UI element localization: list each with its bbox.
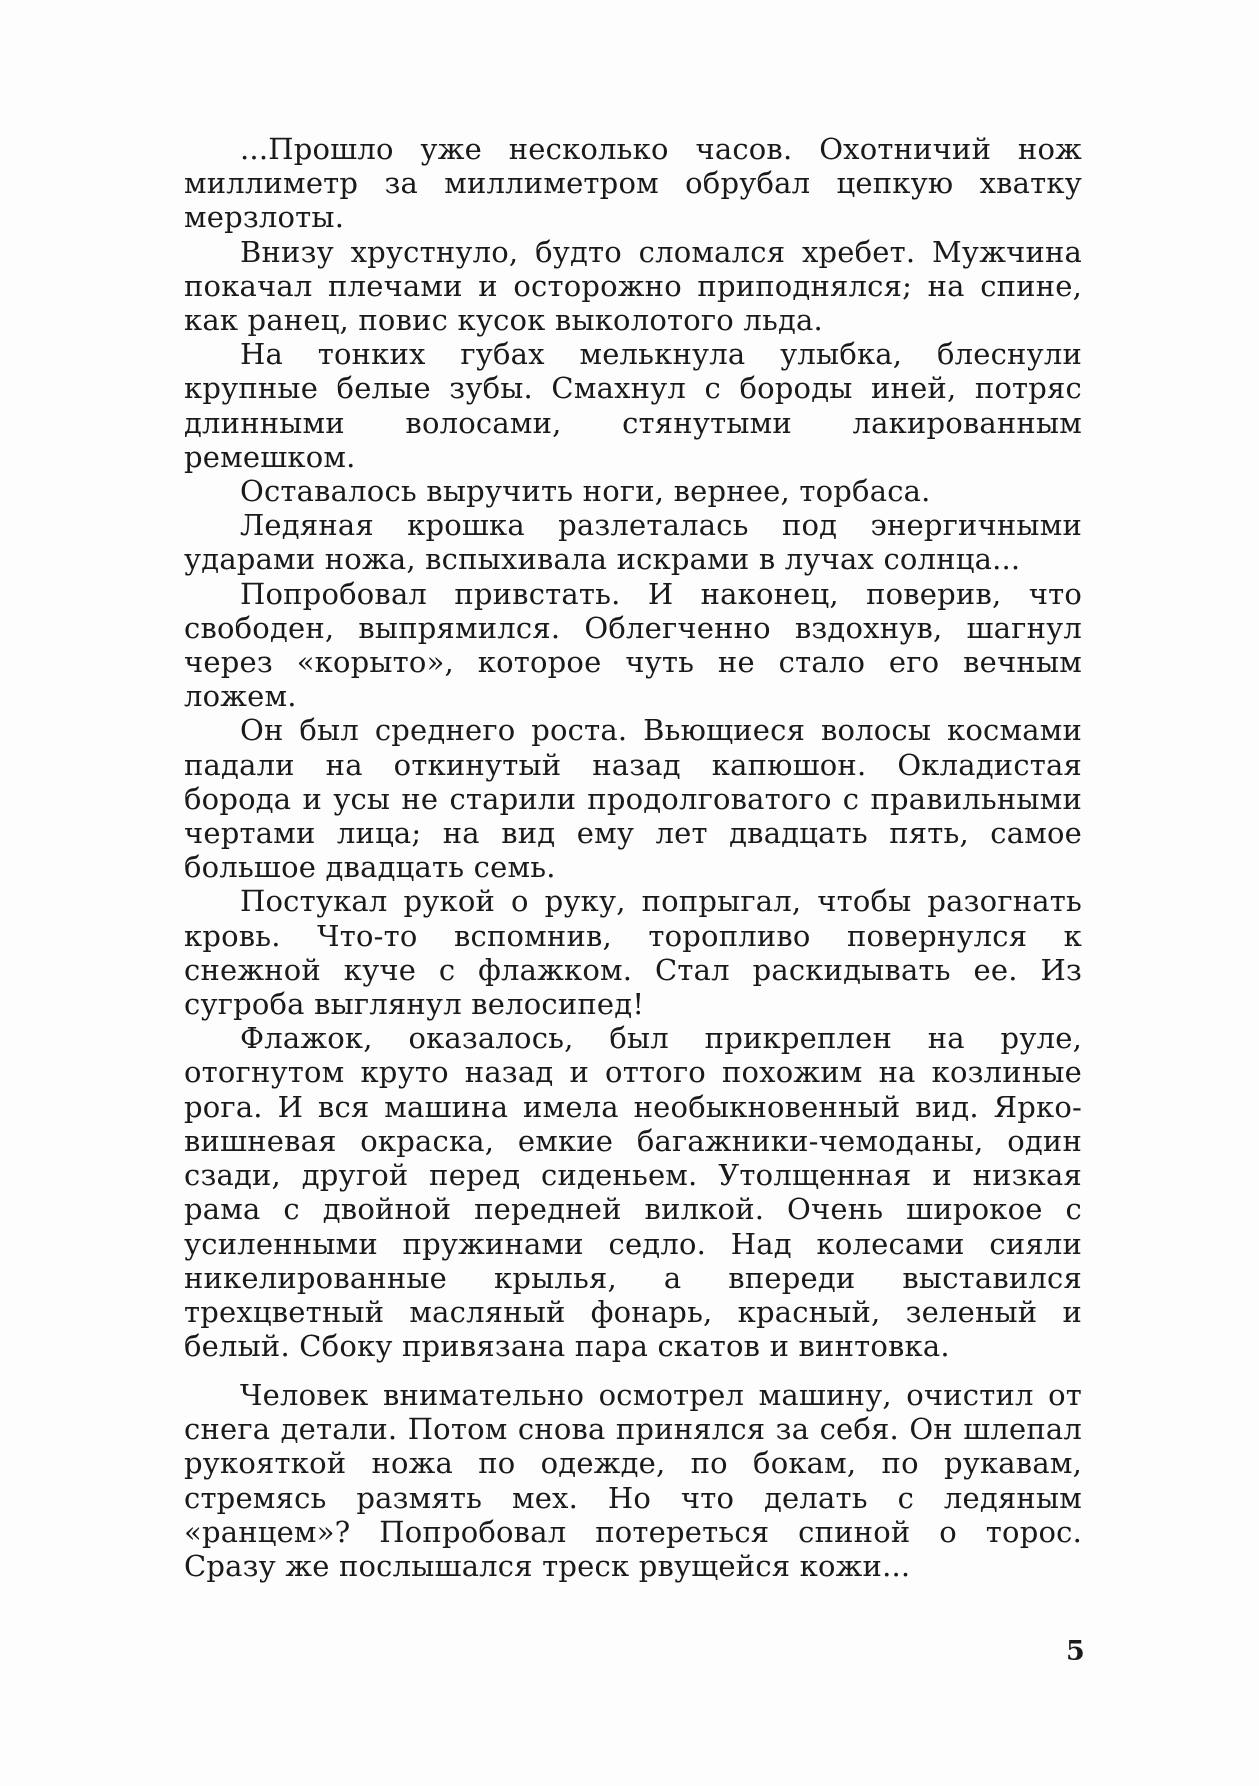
paragraph: Человек внимательно осмотрел машину, очистил от снега детали. Потом снова принялся за себя. Он шлепал рукояткой ножа по одежде, по бокам, по рукавам, стремясь размять мех. Но что делать с ледяным «ранцем»? Попробовал потереться спиной о торос. Сразу же послышался треск рвущейся кожи... — [184, 1378, 1082, 1584]
text-section-2 — [184, 1378, 1082, 1583]
paragraph: Флажок, оказалось, был прикреплен на руле, отогнутом круто назад и оттого похожим на козлиные рога. И вся машина имела необыкновенный вид. Ярко-вишневая окраска, емкие багажники-чемоданы, один сзади, другой перед сиденьем. Утолщенная и низкая рама с двойной передней вилкой. Очень широкое с усиленными пружинами седло. Над колесами сияли никелированные крылья, а впереди выставился трехцветный масляный фонарь, красный, зеленый и белый. Сбоку привязана пара скатов и винтовка. — [184, 1021, 1082, 1364]
paragraph: Попробовал привстать. И наконец, поверив, что свободен, выпрямился. Облегченно вздохнув, шагнул через «корыто», которое чуть не стало его вечным ложем. — [184, 576, 1082, 714]
paragraph: На тонких губах мелькнула улыбка, блеснули крупные белые зубы. Смахнул с бороды иней, потряс длинными волосами, стянутыми лакированным ремешком. — [184, 337, 1082, 474]
page-number: 5 — [1066, 1636, 1085, 1667]
paragraph: Ледяная крошка разлеталась под энергичными ударами ножа, вспыхивала искрами в лучах солнца... — [184, 508, 1082, 577]
text-section-1 — [184, 132, 1082, 1363]
paragraph: Внизу хрустнуло, будто сломался хребет. Мужчина покачал плечами и осторожно приподнялся; на спине, как ранец, повис кусок выколотого льда. — [184, 234, 1082, 338]
paragraph: Он был среднего роста. Вьющиеся волосы космами падали на откинутый назад капюшон. Окладистая борода и усы не старили продолговатого с правильными чертами лица; на вид ему лет двадцать пять, самое большое двадцать семь. — [184, 713, 1082, 885]
paragraph: Оставалось выручить ноги, вернее, торбаса. — [240, 474, 931, 509]
paragraph: ...Прошло уже несколько часов. Охотничий нож миллиметр за миллиметром обрубал цепкую хватку мерзлоты. — [184, 132, 1082, 235]
paragraph: Постукал рукой о руку, попрыгал, чтобы разогнать кровь. Что-то вспомнив, торопливо повернулся к снежной куче с флажком. Стал раскидывать ее. Из сугроба выглянул велосипед! — [184, 884, 1082, 1022]
